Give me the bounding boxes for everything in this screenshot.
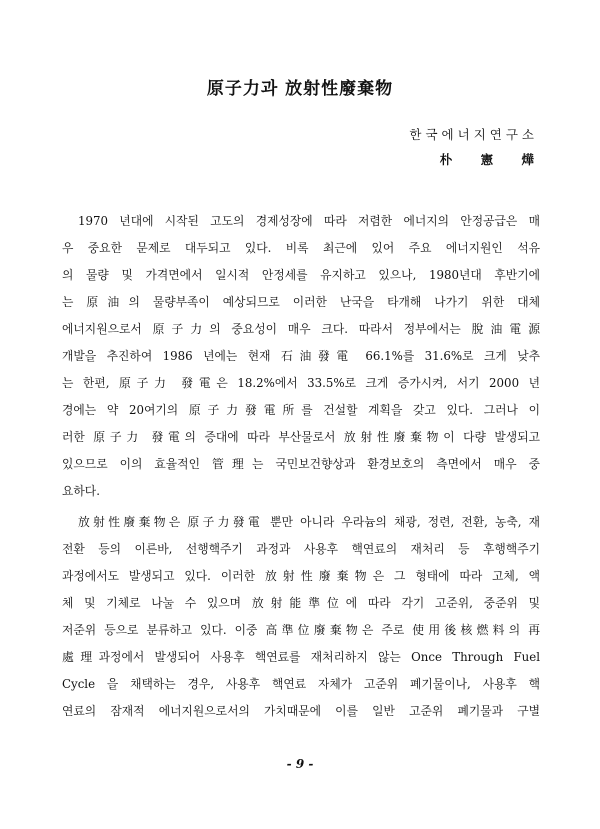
paragraph-1 bbox=[62, 208, 540, 505]
text-line: 있으므로 이의 효율적인 管理는 국민보건향상과 환경보호의 측면에서 매우 중 bbox=[62, 457, 540, 471]
text-line: 우 중요한 문제로 대두되고 있다. 비록 최근에 있어 주요 에너지원인 석유 bbox=[62, 241, 540, 255]
text-line: 는 한편, 原子力 發電은 18.2%에서 33.5%로 크게 증가시켜, 서기 2000 년 bbox=[62, 376, 540, 390]
document-title: 原子力과 放射性廢棄物 bbox=[206, 79, 394, 99]
author-affiliation: 한국에너지연구소 bbox=[409, 127, 538, 142]
text-line: Cycle 을 채택하는 경우, 사용후 핵연료 자체가 고준위 폐기물이나, 사용후 핵 bbox=[62, 677, 540, 691]
text-line: 저준위 등으로 분류하고 있다. 이중 高準位廢棄物은 주로 使用後核燃料의 再 bbox=[62, 623, 540, 637]
text-line: 과정에서도 발생되고 있다. 이러한 放射性廢棄物은 그 형태에 따라 고체, 액 bbox=[62, 569, 540, 583]
page-number: - 9 - bbox=[286, 757, 314, 771]
text-line: 개발을 추진하여 1986 년에는 현재 石油發電 66.1%를 31.6%로 크게 낮추 bbox=[62, 349, 540, 363]
paragraph-2 bbox=[62, 509, 540, 725]
text-line: 경에는 약 20여기의 原子力發電所를 건설할 계획을 갖고 있다. 그러나 이 bbox=[62, 403, 540, 417]
author-name: 朴 憲 燁 bbox=[439, 152, 534, 167]
text-line: 러한 原子力 發電의 증대에 따라 부산물로서 放射性廢棄物이 다량 발생되고 bbox=[62, 430, 540, 444]
text-line: 1970 년대에 시작된 고도의 경제성장에 따라 저렴한 에너지의 안정공급은 매 bbox=[78, 214, 540, 228]
body-text bbox=[62, 208, 540, 729]
text-line: 處理과정에서 발생되어 사용후 핵연료를 재처리하지 않는 Once Through Fuel bbox=[62, 650, 540, 664]
text-line: 에너지원으로서 原子力의 중요성이 매우 크다. 따라서 정부에서는 脫油電源 bbox=[62, 322, 540, 336]
text-line: 放射性廢棄物은 原子力發電 뿐만 아니라 우라늄의 채광, 정련, 전환, 농축, 재 bbox=[78, 515, 540, 529]
text-line: 요하다. bbox=[62, 484, 100, 498]
text-line: 전환 등의 이른바, 선행핵주기 과정과 사용후 핵연료의 재처리 등 후행핵주기 bbox=[62, 542, 540, 556]
text-line: 연료의 잠재적 에너지원으로서의 가치때문에 이를 일반 고준위 폐기물과 구별 bbox=[62, 704, 540, 718]
text-line: 체 및 기체로 나눌 수 있으며 放射能準位에 따라 각기 고준위, 중준위 및 bbox=[62, 596, 540, 610]
text-line: 는 原油의 물량부족이 예상되므로 이러한 난국을 타개해 나가기 위한 대체 bbox=[62, 295, 540, 309]
text-line: 의 물량 및 가격면에서 일시적 안정세를 유지하고 있으나, 1980년대 후반기에 bbox=[62, 268, 540, 282]
